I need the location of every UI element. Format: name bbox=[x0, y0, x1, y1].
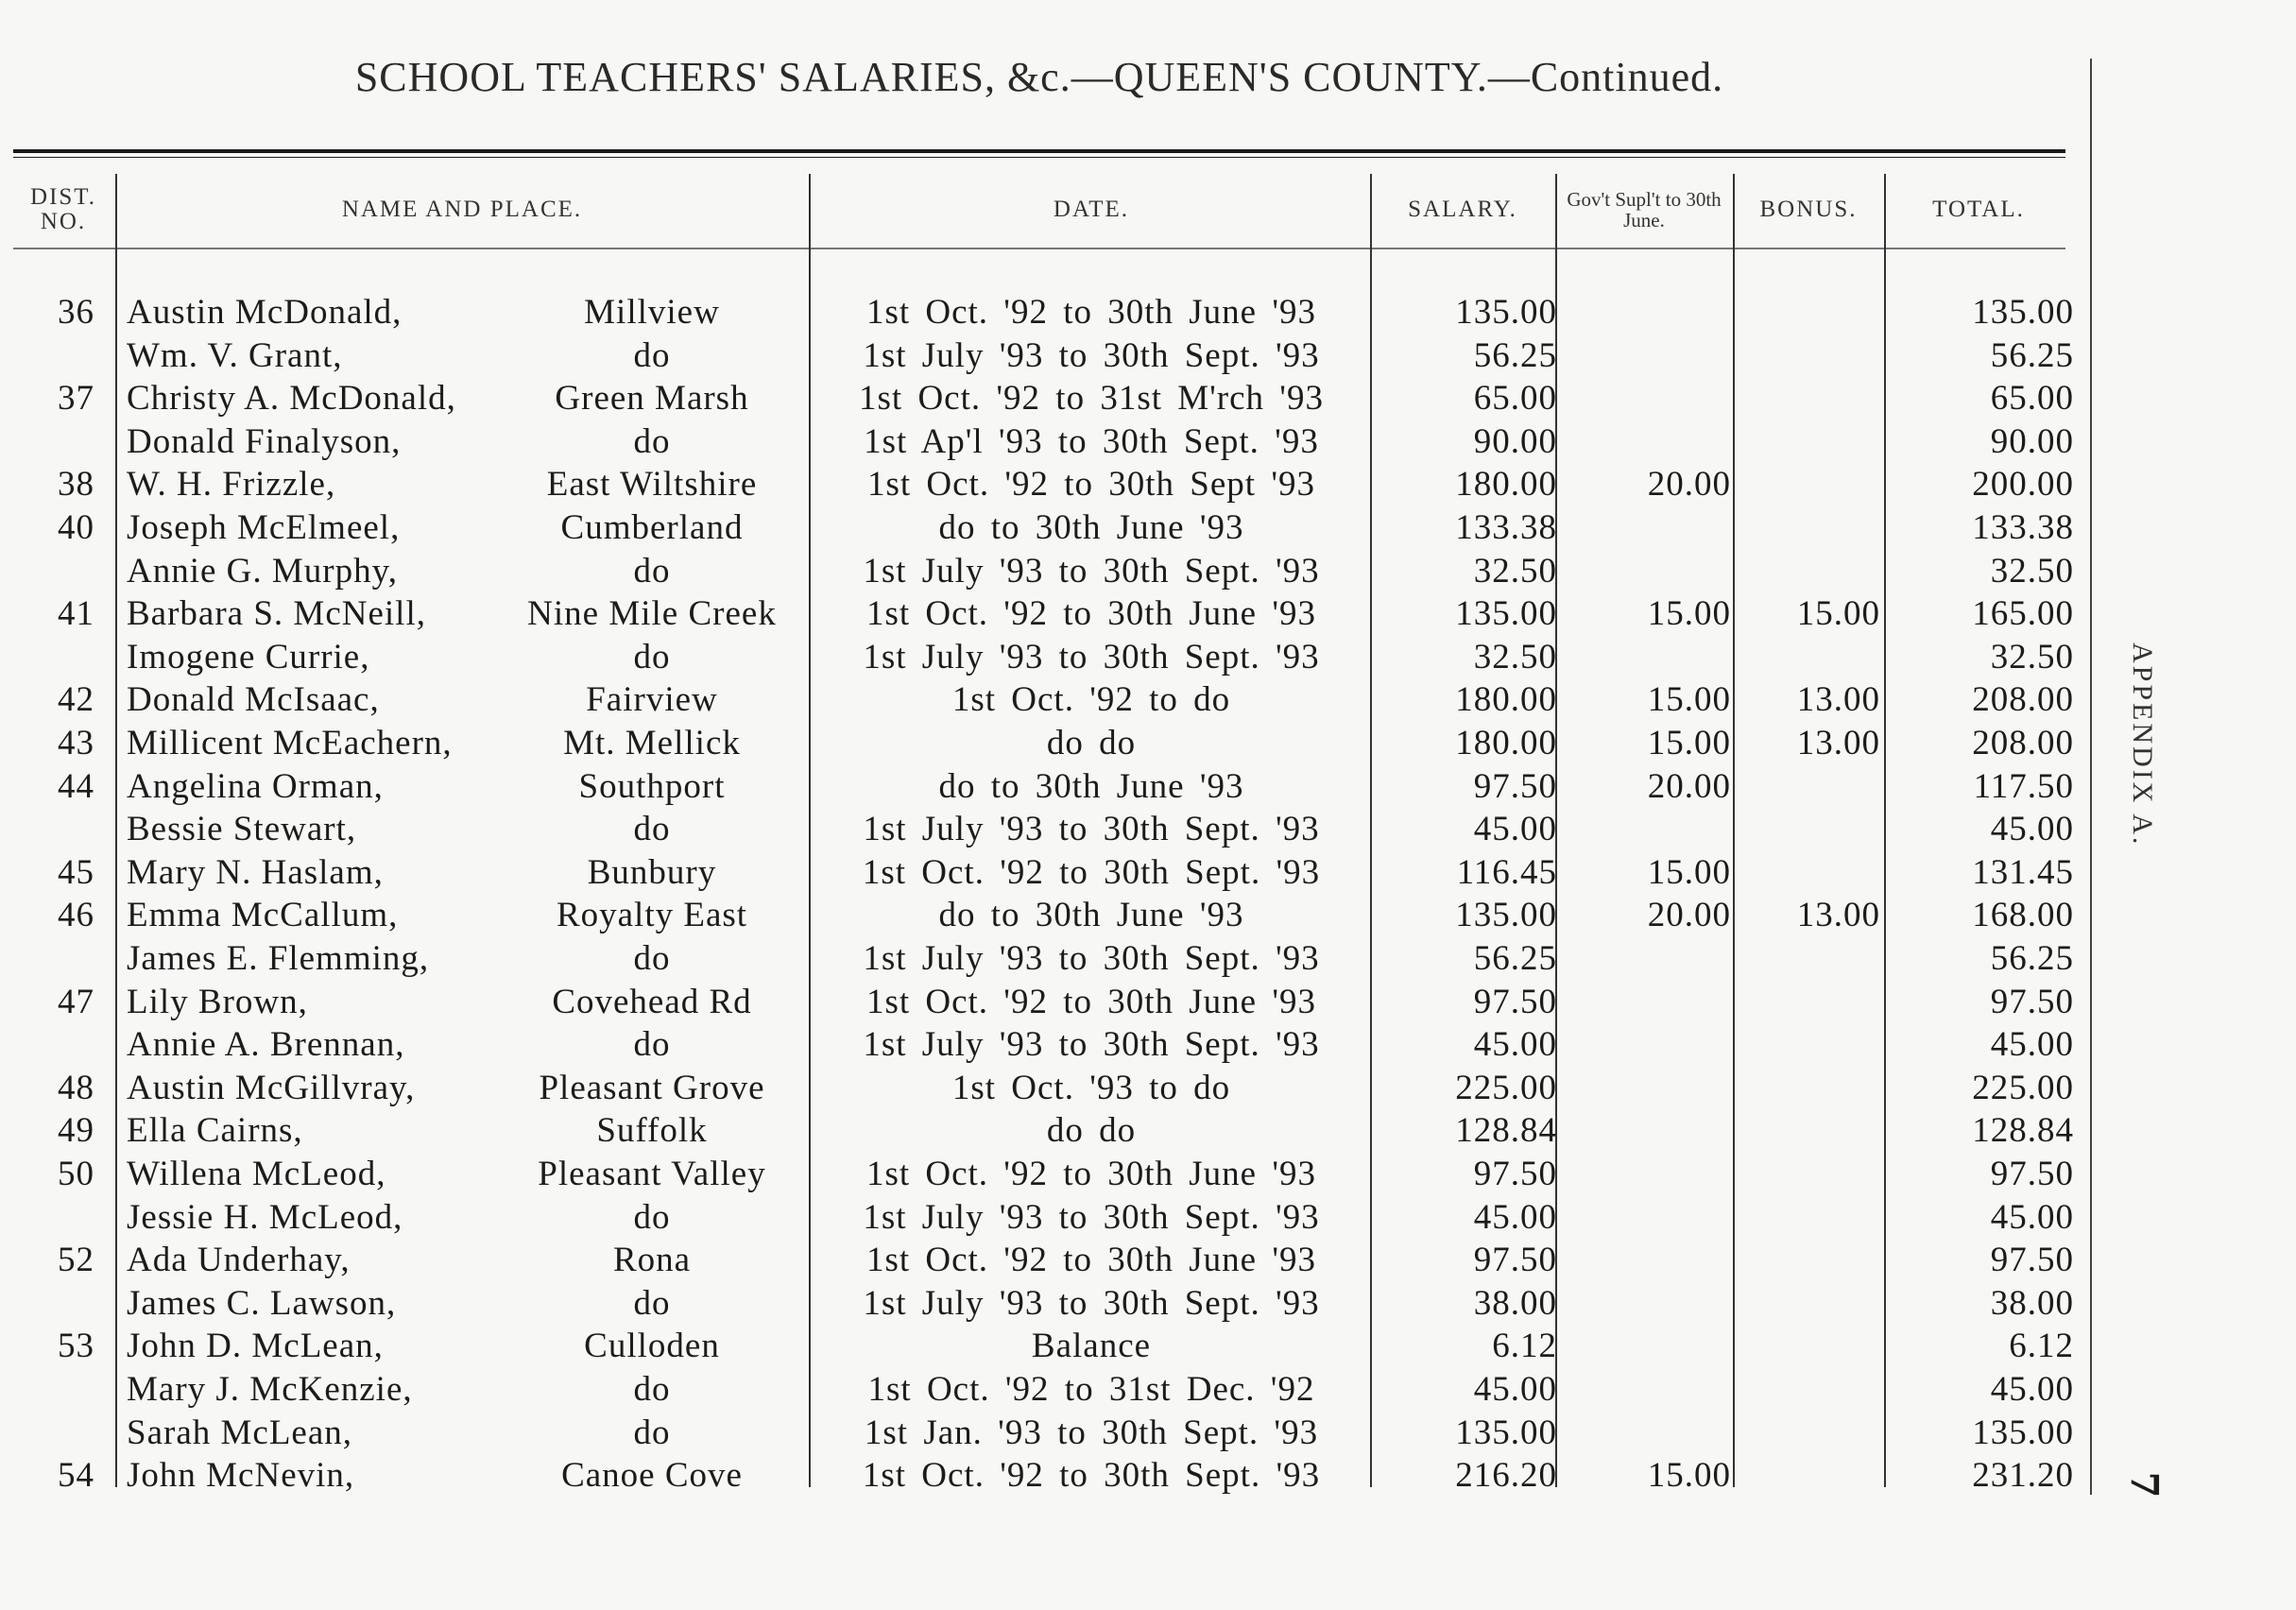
cell-place: do bbox=[633, 1025, 671, 1065]
cell-salary: 65.00 bbox=[1473, 379, 1557, 419]
cell-name: Austin McGillvray, bbox=[127, 1068, 416, 1107]
cell-date: do do bbox=[1046, 1111, 1137, 1151]
cell-gov: 20.00 bbox=[1647, 465, 1731, 505]
cell-total: 165.00 bbox=[1972, 594, 2074, 634]
cell-gov: 15.00 bbox=[1647, 594, 1731, 634]
cell-salary: 128.84 bbox=[1455, 1111, 1557, 1151]
cell-date: 1st Oct. '92 to 31st Dec. '92 bbox=[867, 1370, 1315, 1409]
cell-salary: 180.00 bbox=[1455, 724, 1557, 762]
cell-total: 65.00 bbox=[1990, 379, 2074, 419]
cell-total: 200.00 bbox=[1972, 465, 2074, 505]
cell-date: 1st July '93 to 30th Sept. '93 bbox=[863, 335, 1320, 375]
cell-date: 1st Oct. '92 to 30th June '93 bbox=[865, 594, 1317, 634]
cell-name: Wm. V. Grant, bbox=[127, 335, 343, 375]
cell-date: 1st July '93 to 30th Sept. '93 bbox=[863, 637, 1320, 677]
cell-name: Donald Finalyson, bbox=[127, 421, 402, 461]
cell-name: Donald McIsaac, bbox=[127, 680, 380, 720]
table-row bbox=[0, 420, 2079, 463]
cell-place: Nine Mile Creek bbox=[527, 594, 777, 634]
cell-total: 208.00 bbox=[1972, 680, 2074, 720]
cell-total: 32.50 bbox=[1990, 637, 2074, 677]
table-row bbox=[0, 506, 2079, 549]
cell-total: 168.00 bbox=[1972, 896, 2074, 935]
cell-name: Christy A. McDonald, bbox=[127, 379, 456, 419]
cell-name: Sarah McLean, bbox=[127, 1413, 353, 1452]
cell-place: do bbox=[633, 1413, 671, 1452]
cell-total: 97.50 bbox=[1990, 1155, 2074, 1193]
cell-salary: 45.00 bbox=[1473, 1197, 1557, 1237]
table-row bbox=[0, 1153, 2079, 1195]
cell-total: 45.00 bbox=[1990, 1025, 2074, 1065]
cell-total: 56.25 bbox=[1990, 939, 2074, 978]
cell-salary: 225.00 bbox=[1455, 1068, 1557, 1107]
page-number: 7 bbox=[2121, 1471, 2167, 1499]
cell-date: 1st July '93 to 30th Sept. '93 bbox=[863, 939, 1320, 978]
cell-salary: 180.00 bbox=[1455, 465, 1557, 505]
cell-name: Millicent McEachern, bbox=[127, 724, 453, 762]
cell-salary: 6.12 bbox=[1492, 1327, 1557, 1366]
cell-place: do bbox=[633, 421, 671, 461]
table-row bbox=[0, 981, 2079, 1023]
header-bonus: BONUS. bbox=[1759, 196, 1858, 222]
cell-salary: 56.25 bbox=[1473, 939, 1557, 978]
cell-total: 45.00 bbox=[1990, 810, 2074, 849]
cell-salary: 216.20 bbox=[1455, 1456, 1557, 1496]
cell-total: 225.00 bbox=[1972, 1068, 2074, 1107]
table-row bbox=[0, 765, 2079, 808]
table-row bbox=[0, 291, 2079, 334]
cell-dist: 46 bbox=[58, 896, 94, 935]
cell-dist: 48 bbox=[58, 1068, 94, 1107]
cell-total: 117.50 bbox=[1973, 766, 2074, 806]
cell-date: 1st July '93 to 30th Sept. '93 bbox=[863, 1197, 1320, 1237]
cell-place: do bbox=[633, 939, 671, 978]
cell-total: 32.50 bbox=[1990, 551, 2074, 591]
table-row bbox=[0, 334, 2079, 377]
cell-gov: 15.00 bbox=[1647, 680, 1731, 720]
header-salary: SALARY. bbox=[1408, 196, 1517, 222]
cell-salary: 116.45 bbox=[1456, 852, 1557, 892]
cell-salary: 97.50 bbox=[1473, 1155, 1557, 1193]
cell-name: Joseph McElmeel, bbox=[127, 508, 401, 547]
cell-name: Mary J. McKenzie, bbox=[127, 1370, 413, 1409]
cell-place: Millview bbox=[584, 293, 720, 332]
appendix-label: APPENDIX A. bbox=[2127, 642, 2158, 848]
cell-place: Rona bbox=[612, 1241, 692, 1280]
table-row bbox=[0, 894, 2079, 936]
table-row bbox=[0, 722, 2079, 764]
cell-name: John McNevin, bbox=[127, 1456, 355, 1496]
cell-salary: 56.25 bbox=[1473, 335, 1557, 375]
cell-date: do to 30th June '93 bbox=[938, 896, 1244, 935]
cell-place: Southport bbox=[578, 766, 726, 806]
cell-salary: 135.00 bbox=[1455, 1413, 1557, 1452]
table-row bbox=[0, 678, 2079, 721]
cell-place: Cumberland bbox=[560, 508, 744, 547]
table-row bbox=[0, 937, 2079, 980]
cell-gov: 15.00 bbox=[1647, 724, 1731, 762]
header-name: NAME AND PLACE. bbox=[341, 196, 583, 222]
cell-name: Bessie Stewart, bbox=[127, 810, 357, 849]
cell-bonus: 13.00 bbox=[1796, 680, 1880, 720]
cell-place: do bbox=[633, 1283, 671, 1323]
cell-date: 1st July '93 to 30th Sept. '93 bbox=[863, 551, 1320, 591]
cell-date: 1st Oct. '92 to 30th Sept. '93 bbox=[862, 852, 1321, 892]
cell-dist: 36 bbox=[58, 293, 94, 332]
table-row bbox=[0, 1282, 2079, 1325]
header-gov-suplt: Gov't Supl't to 30th June. bbox=[1567, 187, 1722, 231]
table-row bbox=[0, 550, 2079, 592]
table-row bbox=[0, 592, 2079, 635]
cell-name: Annie A. Brennan, bbox=[127, 1025, 405, 1065]
cell-place: do bbox=[633, 810, 671, 849]
cell-dist: 52 bbox=[58, 1241, 94, 1280]
cell-salary: 45.00 bbox=[1473, 1370, 1557, 1409]
cell-date: 1st Oct. '92 to 30th June '93 bbox=[865, 293, 1317, 332]
cell-date: 1st Oct. '93 to do bbox=[951, 1068, 1231, 1107]
cell-place: do bbox=[633, 335, 671, 375]
cell-salary: 38.00 bbox=[1473, 1283, 1557, 1323]
table-row bbox=[0, 1368, 2079, 1411]
page-edge-line bbox=[2090, 59, 2092, 1495]
cell-place: Pleasant Grove bbox=[539, 1068, 765, 1107]
cell-date: 1st July '93 to 30th Sept. '93 bbox=[863, 810, 1320, 849]
table-row bbox=[0, 1023, 2079, 1066]
top-rule bbox=[13, 149, 2065, 153]
cell-dist: 44 bbox=[58, 766, 94, 806]
cell-dist: 54 bbox=[58, 1456, 94, 1496]
cell-date: Balance bbox=[1031, 1327, 1152, 1366]
cell-total: 128.84 bbox=[1972, 1111, 2074, 1151]
cell-date: 1st July '93 to 30th Sept. '93 bbox=[863, 1025, 1320, 1065]
cell-place: Bunbury bbox=[587, 852, 717, 892]
cell-date: 1st Oct. '92 to 30th Sept '93 bbox=[866, 465, 1316, 505]
cell-place: do bbox=[633, 1197, 671, 1237]
table-row bbox=[0, 1067, 2079, 1109]
cell-salary: 45.00 bbox=[1473, 1025, 1557, 1065]
cell-total: 133.38 bbox=[1972, 508, 2074, 547]
cell-dist: 41 bbox=[58, 594, 94, 634]
cell-total: 135.00 bbox=[1972, 1413, 2074, 1452]
cell-place: do bbox=[633, 1370, 671, 1409]
cell-place: do bbox=[633, 551, 671, 591]
cell-dist: 40 bbox=[58, 508, 94, 547]
cell-name: Emma McCallum, bbox=[127, 896, 399, 935]
cell-place: Culloden bbox=[584, 1327, 720, 1366]
cell-dist: 53 bbox=[58, 1327, 94, 1366]
cell-place: Green Marsh bbox=[555, 379, 749, 419]
cell-salary: 135.00 bbox=[1455, 293, 1557, 332]
cell-name: Annie G. Murphy, bbox=[127, 551, 398, 591]
cell-total: 56.25 bbox=[1990, 335, 2074, 375]
cell-salary: 135.00 bbox=[1455, 896, 1557, 935]
cell-gov: 15.00 bbox=[1647, 852, 1731, 892]
cell-salary: 90.00 bbox=[1473, 421, 1557, 461]
cell-name: James C. Lawson, bbox=[127, 1283, 397, 1323]
cell-gov: 15.00 bbox=[1647, 1456, 1731, 1496]
cell-total: 231.20 bbox=[1972, 1456, 2074, 1496]
cell-name: Austin McDonald, bbox=[127, 293, 403, 332]
cell-date: 1st Ap'l '93 to 30th Sept. '93 bbox=[864, 421, 1319, 461]
top-rule-thin bbox=[13, 157, 2065, 158]
table-row bbox=[0, 808, 2079, 850]
table-row bbox=[0, 1325, 2079, 1367]
cell-date: 1st Oct. '92 to 31st M'rch '93 bbox=[859, 379, 1324, 419]
cell-salary: 97.50 bbox=[1473, 1241, 1557, 1280]
cell-total: 135.00 bbox=[1972, 293, 2074, 332]
cell-date: do to 30th June '93 bbox=[938, 766, 1244, 806]
cell-name: Ada Underhay, bbox=[127, 1241, 351, 1280]
cell-salary: 135.00 bbox=[1455, 594, 1557, 634]
cell-date: 1st Oct. '92 to 30th June '93 bbox=[865, 1241, 1317, 1280]
table-row bbox=[0, 636, 2079, 678]
cell-place: East Wiltshire bbox=[546, 465, 758, 505]
cell-total: 97.50 bbox=[1990, 982, 2074, 1021]
cell-salary: 97.50 bbox=[1473, 766, 1557, 806]
cell-name: Willena McLeod, bbox=[127, 1155, 386, 1193]
cell-dist: 38 bbox=[58, 465, 94, 505]
cell-date: do do bbox=[1046, 724, 1137, 762]
cell-name: Angelina Orman, bbox=[127, 766, 384, 806]
cell-date: do to 30th June '93 bbox=[938, 508, 1244, 547]
table-row bbox=[0, 1196, 2079, 1239]
cell-place: Covehead Rd bbox=[552, 982, 752, 1021]
cell-date: 1st Jan. '93 to 30th Sept. '93 bbox=[864, 1413, 1319, 1452]
cell-place: Suffolk bbox=[596, 1111, 708, 1151]
cell-salary: 97.50 bbox=[1473, 982, 1557, 1021]
cell-total: 6.12 bbox=[2009, 1327, 2074, 1366]
cell-name: W. H. Frizzle, bbox=[127, 465, 336, 505]
cell-place: do bbox=[633, 637, 671, 677]
cell-dist: 47 bbox=[58, 982, 94, 1021]
header-rule bbox=[13, 248, 2065, 249]
cell-bonus: 13.00 bbox=[1796, 724, 1880, 762]
cell-date: 1st Oct. '92 to 30th June '93 bbox=[865, 982, 1317, 1021]
cell-place: Royalty East bbox=[556, 896, 748, 935]
cell-bonus: 13.00 bbox=[1796, 896, 1880, 935]
table-row bbox=[0, 1109, 2079, 1152]
table-row bbox=[0, 1239, 2079, 1281]
cell-name: Barbara S. McNeill, bbox=[127, 594, 426, 634]
cell-dist: 49 bbox=[58, 1111, 94, 1151]
cell-name: John D. McLean, bbox=[127, 1327, 384, 1366]
table-row bbox=[0, 1454, 2079, 1497]
cell-name: Lily Brown, bbox=[127, 982, 308, 1021]
cell-name: Ella Cairns, bbox=[127, 1111, 303, 1151]
cell-name: Imogene Currie, bbox=[127, 637, 370, 677]
header-dist: DIST. NO. bbox=[30, 183, 96, 234]
cell-dist: 42 bbox=[58, 680, 94, 720]
cell-name: Jessie H. McLeod, bbox=[127, 1197, 403, 1237]
table-row bbox=[0, 463, 2079, 505]
cell-total: 45.00 bbox=[1990, 1370, 2074, 1409]
cell-bonus: 15.00 bbox=[1796, 594, 1880, 634]
cell-dist: 50 bbox=[58, 1155, 94, 1193]
page-title: SCHOOL TEACHERS' SALARIES, &c.—QUEEN'S COUNTY.—Continued. bbox=[354, 54, 1724, 100]
cell-dist: 45 bbox=[58, 852, 94, 892]
cell-place: Mt. Mellick bbox=[563, 724, 741, 762]
cell-date: 1st Oct. '92 to 30th June '93 bbox=[865, 1155, 1317, 1193]
cell-place: Canoe Cove bbox=[561, 1456, 743, 1496]
cell-salary: 133.38 bbox=[1455, 508, 1557, 547]
cell-salary: 32.50 bbox=[1473, 551, 1557, 591]
table-row bbox=[0, 377, 2079, 420]
table-row bbox=[0, 851, 2079, 894]
cell-total: 45.00 bbox=[1990, 1197, 2074, 1237]
header-date: DATE. bbox=[1053, 196, 1130, 222]
cell-place: Pleasant Valley bbox=[538, 1155, 766, 1193]
cell-gov: 20.00 bbox=[1647, 766, 1731, 806]
cell-total: 38.00 bbox=[1990, 1283, 2074, 1323]
cell-salary: 32.50 bbox=[1473, 637, 1557, 677]
cell-dist: 37 bbox=[58, 379, 94, 419]
cell-total: 208.00 bbox=[1972, 724, 2074, 762]
cell-total: 131.45 bbox=[1972, 852, 2074, 892]
table-row bbox=[0, 1412, 2079, 1454]
cell-gov: 20.00 bbox=[1647, 896, 1731, 935]
cell-name: James E. Flemming, bbox=[127, 939, 430, 978]
header-total: TOTAL. bbox=[1932, 196, 2025, 222]
cell-salary: 45.00 bbox=[1473, 810, 1557, 849]
cell-total: 90.00 bbox=[1990, 421, 2074, 461]
cell-name: Mary N. Haslam, bbox=[127, 852, 384, 892]
cell-total: 97.50 bbox=[1990, 1241, 2074, 1280]
cell-salary: 180.00 bbox=[1455, 680, 1557, 720]
cell-date: 1st Oct. '92 to 30th Sept. '93 bbox=[862, 1456, 1321, 1496]
cell-date: 1st Oct. '92 to do bbox=[951, 680, 1231, 720]
cell-place: Fairview bbox=[586, 680, 718, 720]
cell-date: 1st July '93 to 30th Sept. '93 bbox=[863, 1283, 1320, 1323]
cell-dist: 43 bbox=[58, 724, 94, 762]
